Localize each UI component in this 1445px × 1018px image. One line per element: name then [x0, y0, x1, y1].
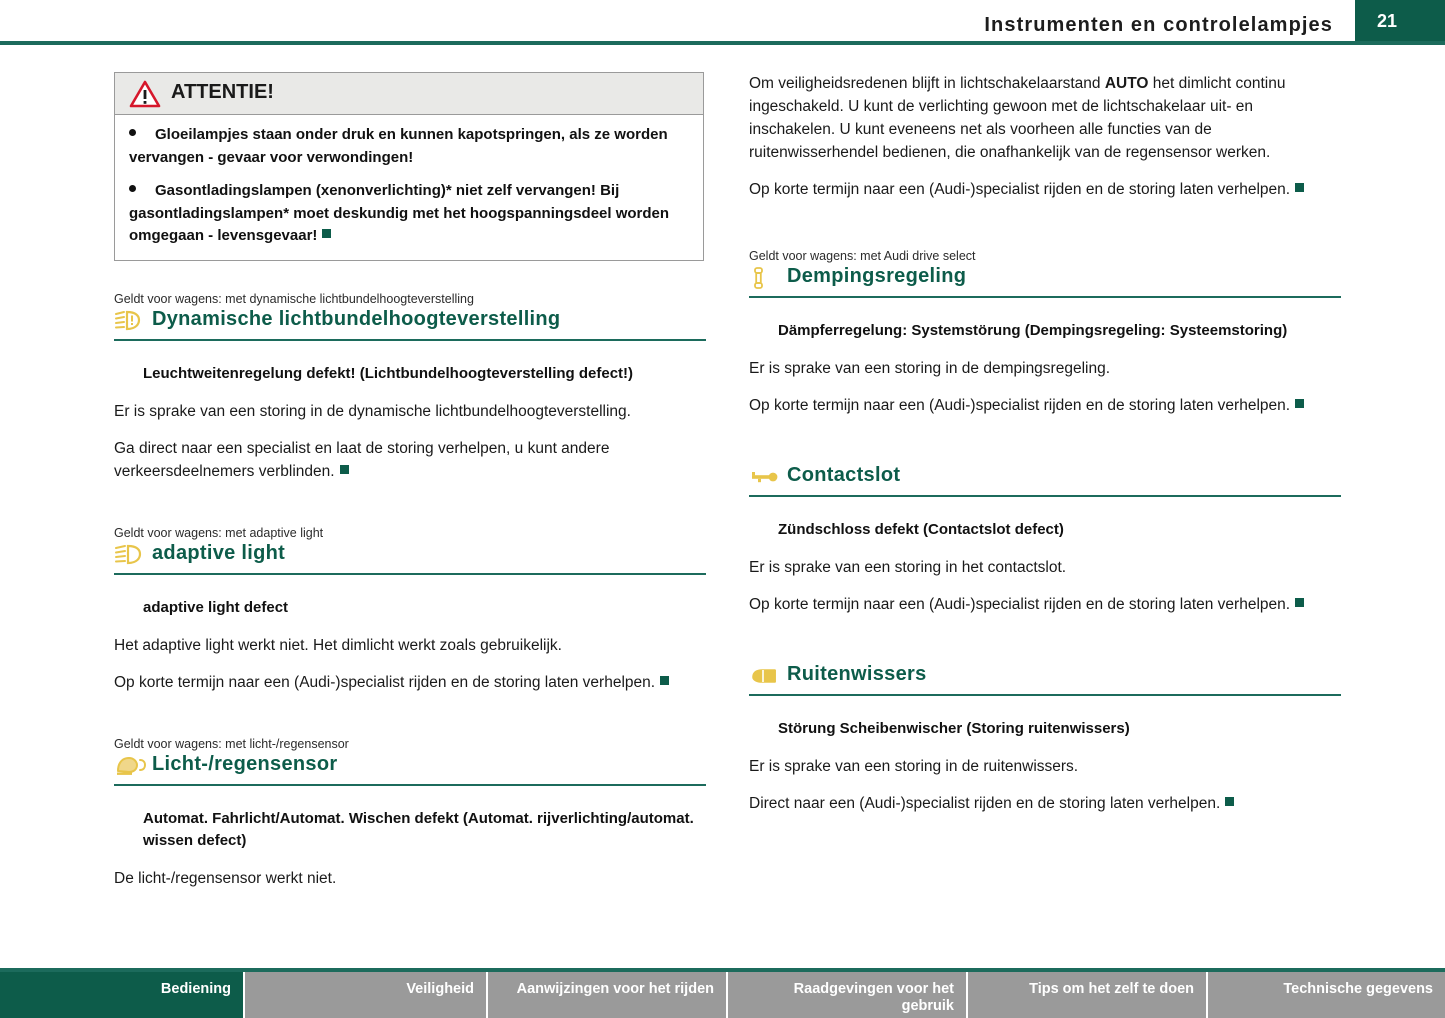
footer-nav	[0, 972, 1445, 1018]
intro-paragraph: Op korte termijn naar een (Audi-)specialist rijden en de storing laten verhelpen.	[749, 178, 1341, 201]
section-subheading: Zündschloss defekt (Contactslot defect)	[778, 521, 1064, 538]
attention-warning-box	[114, 72, 704, 261]
section-heading-row	[749, 265, 1341, 298]
warning-triangle-icon	[129, 80, 161, 113]
section-paragraph: Direct naar een (Audi-)specialist rijden en de storing laten verhelpen.	[749, 792, 1341, 815]
intro-paragraph: Om veiligheidsredenen blijft in lichtschakelaarstand AUTO het dimlicht continu ingeschakeld. U kunt de verlichting gewoon met de lichtschakelaar uit- en inschakelen. U kunt eveneens net als voorheen alle functies van de ruitenwisserhendel bedienen, die onafhankelijk van de regensensor werken.	[749, 75, 1286, 161]
end-marker-icon	[1295, 598, 1304, 607]
section-ruitenwissers	[749, 663, 1341, 815]
section-subheading: Automat. Fahrlicht/Automat. Wischen defekt (Automat. rijverlichting/automat. wissen defect)	[143, 809, 694, 849]
bullet-icon	[129, 129, 136, 136]
footer-tab-label: Veiligheid	[406, 981, 474, 997]
section-paragraph: De licht-/regensensor werkt niet.	[114, 869, 337, 887]
section-heading: Dynamische lichtbundelhoogteverstelling	[152, 307, 561, 330]
footer-tab-label: Tips om het zelf te doen	[1029, 981, 1194, 997]
damper-control-icon	[749, 266, 783, 290]
applies-to-note: Geldt voor wagens: met licht-/regensensor	[114, 736, 349, 751]
footer-tab-veiligheid[interactable]	[243, 972, 486, 1018]
section-paragraph: Er is sprake van een storing in de ruitenwissers.	[749, 758, 1079, 775]
section-contactslot	[749, 464, 1341, 616]
page-number-badge	[1355, 0, 1445, 42]
section-paragraph: Op korte termijn naar een (Audi-)specialist rijden en de storing laten verhelpen.	[749, 593, 1341, 616]
left-column	[114, 72, 706, 890]
attention-box-body	[115, 115, 703, 260]
section-paragraph: Er is sprake van een storing in de dynamische lichtbundelhoogteverstelling.	[114, 402, 631, 420]
page-header	[0, 0, 1445, 42]
applies-to-note: Geldt voor wagens: met Audi drive select	[749, 249, 976, 263]
section-adaptive-light	[114, 525, 706, 694]
adaptive-headlight-icon	[114, 543, 148, 567]
section-dempingsregeling	[749, 248, 1341, 417]
warning-item	[129, 124, 689, 169]
page-title: Instrumenten en controlelampjes	[984, 14, 1333, 36]
section-paragraph: Op korte termijn naar een (Audi-)specialist rijden en de storing laten verhelpen.	[749, 394, 1341, 417]
footer-tab-aanwijzingen-voor-het-rijden[interactable]	[486, 972, 726, 1018]
warning-item-text: Gasontladingslampen (xenonverlichting)* niet zelf vervangen! Bij gasontladingslampen* moet deskundig met het hoogspanningsdeel worden omgegaan - levensgevaar!	[129, 182, 670, 244]
section-heading-row	[114, 753, 706, 786]
section-subheading: adaptive light defect	[143, 598, 289, 616]
footer-tab-technische-gegevens[interactable]	[1206, 972, 1445, 1018]
section-heading: Contactslot	[787, 464, 901, 486]
section-heading-row	[749, 663, 1341, 696]
section-paragraph: Het adaptive light werkt niet. Het dimlicht werkt zoals gebruikelijk.	[114, 636, 562, 654]
section-heading: adaptive light	[152, 541, 286, 564]
section-heading-row	[114, 542, 706, 575]
section-heading: Licht-/regensensor	[152, 752, 338, 775]
section-subheading: Störung Scheibenwischer (Storing ruitenwissers)	[778, 720, 1130, 737]
applies-to-note: Geldt voor wagens: met adaptive light	[114, 525, 324, 540]
section-heading: Ruitenwissers	[787, 663, 927, 685]
attention-box-header	[115, 73, 703, 115]
footer-tab-raadgevingen-voor-het-gebruik[interactable]	[726, 972, 966, 1018]
section-heading: Dempingsregeling	[787, 265, 967, 287]
footer-tab-label: Bediening	[160, 981, 231, 997]
end-marker-icon	[1295, 399, 1304, 408]
section-paragraph: Ga direct naar een specialist en laat de storing verhelpen, u kunt andere verkeersdeelnemers verblinden.	[114, 439, 610, 480]
end-marker-icon	[322, 229, 331, 238]
end-marker-icon	[660, 676, 669, 685]
bullet-icon	[129, 185, 136, 192]
footer-tab-bediening[interactable]	[0, 972, 243, 1018]
end-marker-icon	[1295, 183, 1304, 192]
light-rain-sensor-icon	[114, 754, 148, 778]
section-licht-regensensor	[114, 736, 706, 890]
intro-bold-word: AUTO	[1104, 75, 1149, 92]
header-divider	[0, 41, 1445, 45]
section-dynamische-lichtbundelhoogteverstelling	[114, 291, 706, 483]
footer-tab-label: Raadgevingen voor het gebruik	[793, 981, 954, 1014]
footer-tab-label: Technische gegevens	[1283, 981, 1433, 997]
section-heading-row	[749, 464, 1341, 497]
headlight-warning-icon	[114, 309, 148, 333]
footer-tab-label: Aanwijzingen voor het rijden	[516, 981, 714, 997]
footer-tab-tips-om-het-zelf-te-doen[interactable]	[966, 972, 1206, 1018]
warning-item	[129, 180, 689, 248]
page-number: 21	[1377, 11, 1398, 31]
key-icon	[749, 465, 783, 489]
section-paragraph: Op korte termijn naar een (Audi-)specialist rijden en de storing laten verhelpen.	[114, 671, 706, 694]
section-paragraph: Er is sprake van een storing in het contactslot.	[749, 559, 1067, 576]
applies-to-note: Geldt voor wagens: met dynamische lichtbundelhoogteverstelling	[114, 291, 474, 306]
end-marker-icon	[1225, 797, 1234, 806]
section-heading-row	[114, 308, 706, 341]
section-subheading: Leuchtweitenregelung defekt! (Lichtbundelhoogteverstelling defect!)	[143, 364, 634, 382]
windshield-wiper-icon	[749, 664, 783, 688]
section-paragraph: Er is sprake van een storing in de dempingsregeling.	[749, 360, 1111, 377]
end-marker-icon	[340, 465, 349, 474]
section-subheading: Dämpferregelung: Systemstörung (Dempingsregeling: Systeemstoring)	[778, 322, 1288, 339]
attention-title: ATTENTIE!	[171, 81, 274, 103]
warning-item-text: Gloeilampjes staan onder druk en kunnen kapotspringen, als ze worden vervangen - gevaar voor verwondingen!	[129, 126, 668, 166]
right-column	[749, 72, 1341, 815]
